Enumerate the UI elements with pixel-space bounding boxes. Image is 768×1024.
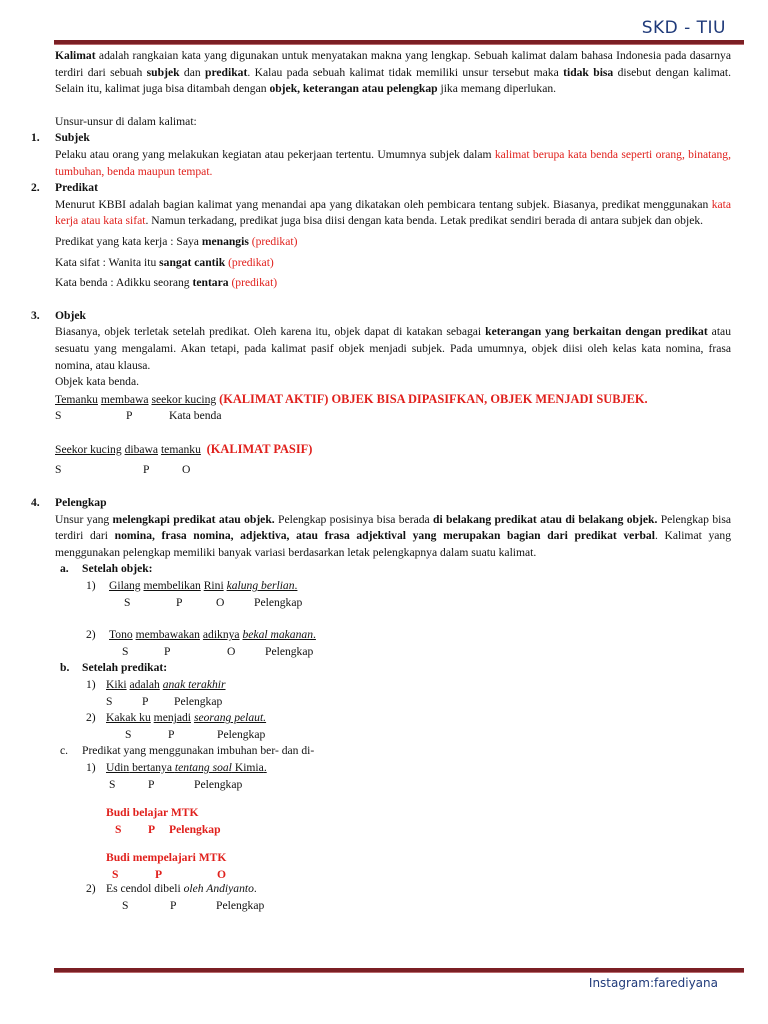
pelengkap-a-item-1: 1) Gilang membelikan Rini kalung berlian. — [86, 579, 298, 593]
predikat-example-1: Predikat yang kata kerja : Saya menangis (predikat) — [55, 234, 298, 248]
intro-subjek: subjek — [146, 65, 180, 79]
section-number: 3. — [31, 308, 40, 322]
objek-example-active-labels: S P Kata benda — [55, 409, 222, 423]
pelengkap-c-item-2: 2) Es cendol dibeli oleh Andiyanto. — [86, 881, 257, 895]
objek-example-passive: Seekor kucing dibawa temanku (KALIMAT PASIF) — [55, 441, 313, 456]
intro-text-5: jika memang diperlukan. — [437, 82, 557, 96]
intro-tidak-bisa: tidak bisa — [563, 65, 614, 79]
section-number: 2. — [31, 181, 40, 195]
pelengkap-c-red-2: Budi mempelajari MTK — [106, 851, 227, 865]
section-title: Predikat — [55, 181, 98, 195]
section-number: 1. — [31, 131, 40, 145]
intro-objek: objek, keterangan atau pelengkap — [269, 82, 438, 96]
predikat-paragraph — [55, 197, 731, 230]
header-title: SKD - TIU — [641, 18, 726, 38]
section-pelengkap — [31, 495, 731, 512]
pelengkap-c-red-1: Budi belajar MTK — [106, 806, 199, 820]
header-rule — [54, 40, 744, 45]
pelengkap-b-item-2: 2) Kakak ku menjadi seorang pelaut. — [86, 711, 267, 725]
document-body — [0, 48, 768, 914]
section-predikat — [31, 180, 731, 197]
intro-predikat: predikat — [205, 65, 248, 79]
pelengkap-a-item-1-labels: S P O Pelengkap — [124, 595, 303, 609]
pelengkap-b-item-2-labels: S P Pelengkap — [125, 727, 266, 741]
subjek-text: Pelaku atau orang yang melakukan kegiatan atau pekerjaan tertentu. Umumnya subjek dalam — [55, 147, 495, 161]
objek-example-active: Temanku membawa seekor kucing (KALIMAT AKTIF) OBJEK BISA DIPASIFKAN, OBJEK MENJADI SUBJEK. — [55, 391, 648, 406]
footer-instagram: Instagram:farediyana — [588, 976, 718, 990]
unsur-label: Unsur-unsur di dalam kalimat: — [55, 114, 197, 128]
pelengkap-c-red-1-labels: S P Pelengkap — [115, 822, 221, 836]
subjek-paragraph — [55, 147, 731, 180]
footer-rule — [54, 968, 744, 973]
section-title: Subjek — [55, 131, 90, 145]
intro-kalimat: Kalimat — [55, 49, 96, 62]
pelengkap-c-item-1: 1) Udin bertanya tentang soal Kimia. — [86, 760, 267, 774]
section-objek — [31, 308, 731, 325]
pelengkap-b: b. Setelah predikat: — [60, 661, 168, 675]
predikat-text-2: . Namun terkadang, predikat juga bisa diisi dengan kata benda. Letak predikat sendiri berada di antara subjek dan objek. — [145, 214, 704, 228]
pelengkap-a-item-2: 2) Tono membawakan adiknya bekal makanan. — [86, 628, 316, 642]
pelengkap-a-item-2-labels: S P O Pelengkap — [122, 644, 314, 658]
subjek-highlight: kalimat berupa kata benda seperti orang, binatang, tumbuhan, benda maupun tempat. — [55, 147, 731, 178]
objek-example-passive-labels: S P O — [55, 463, 191, 477]
section-number: 4. — [31, 496, 40, 510]
objek-kata-benda: Objek kata benda. — [55, 375, 140, 389]
intro-text-4: disebut dengan kalimat. Selain itu, kalimat juga bisa ditambah dengan — [55, 65, 731, 96]
pelengkap-c: c. Predikat yang menggunakan imbuhan ber- dan di- — [60, 744, 315, 758]
predikat-example-2: Kata sifat : Wanita itu sangat cantik (predikat) — [55, 255, 274, 269]
intro-text-1: adalah rangkaian kata yang digunakan untuk menyatakan makna yang lengkap. Sebuah kalimat dalam bahasa Indonesia pada dasarnya terdiri dari sebuah — [55, 49, 731, 79]
pelengkap-c-item-2-labels: S P Pelengkap — [122, 898, 265, 912]
intro-text-2: dan — [179, 65, 206, 79]
intro-text-3: . Kalau pada sebuah kalimat tidak memiliki unsur tersebut maka — [247, 65, 564, 79]
pelengkap-a: a. Setelah objek: — [60, 562, 153, 576]
pelengkap-paragraph: Unsur yang melengkapi predikat atau objek. Pelengkap posisinya bisa berada di belakang predikat atau di belakang objek. Pelengkap bisa terdiri dari nomina, frasa nomina, adjektiva, atau frasa adjektival yang merupakan bagian dari predikat verbal. Kalimat yang menggunakan pelengkap memiliki banyak variasi berdasarkan letak pelengkapnya dalam suatu kalimat. — [55, 512, 731, 559]
pelengkap-b-item-1-labels: S P Pelengkap — [106, 694, 223, 708]
pelengkap-b-item-1: 1) Kiki adalah anak terakhir — [86, 678, 226, 691]
section-title: Objek — [55, 308, 86, 322]
predikat-highlight: kata kerja atau kata sifat — [55, 197, 731, 228]
intro-paragraph — [55, 48, 731, 98]
predikat-example-3: Kata benda : Adikku seorang tentara (predikat) — [55, 276, 278, 290]
section-subjek — [31, 130, 731, 147]
objek-paragraph: Biasanya, objek terletak setelah predikat. Oleh karena itu, objek dapat di katakan sebagai keterangan yang berkaitan dengan predikat atau sesuatu yang mengalami. Akan tetapi, pada kalimat pasif objek menjadi subjek. Pada umumnya, objek diisi oleh kelas kata nomina, frasa nomina, atau klausa. — [55, 325, 731, 372]
section-title: Pelengkap — [55, 496, 107, 510]
pelengkap-c-item-1-labels: S P Pelengkap — [109, 777, 243, 791]
pelengkap-c-red-2-labels: S P O — [112, 867, 227, 881]
predikat-text-1: Menurut KBBI adalah bagian kalimat yang menandai apa yang dikatakan oleh pembicara tentang subjek. Biasanya, predikat menggunakan — [55, 197, 712, 211]
